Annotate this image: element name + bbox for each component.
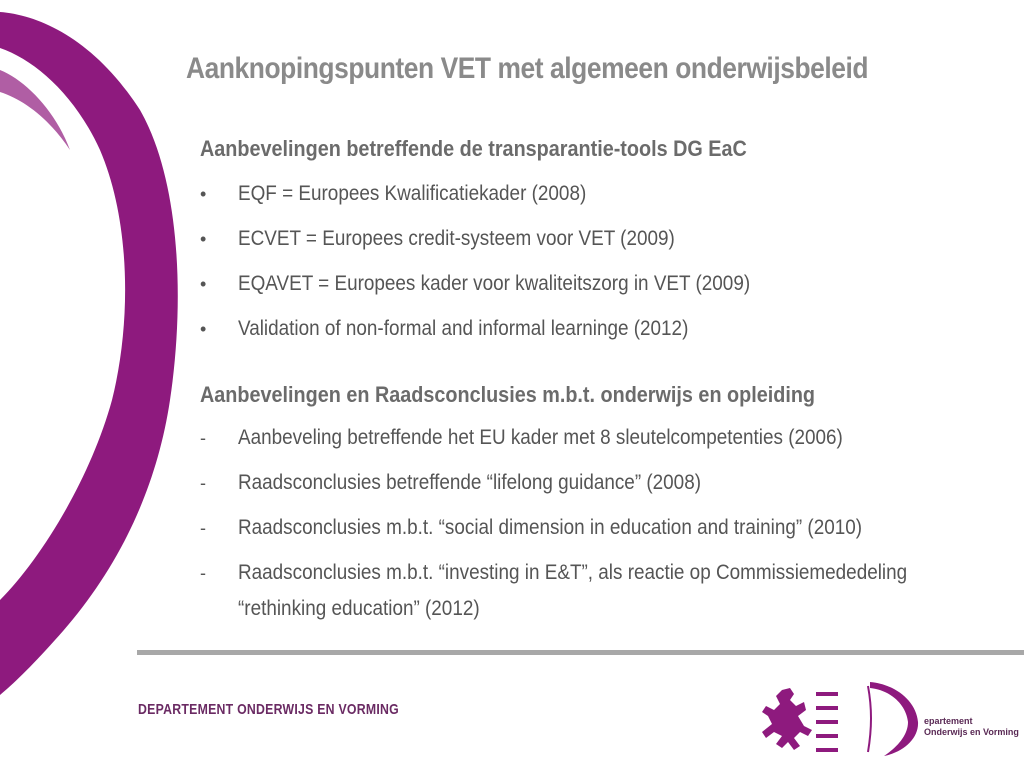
list-item: - Raadsconclusies m.b.t. “social dimension in education and training” (2010) — [200, 510, 1000, 555]
council-conclusions-list — [200, 420, 1000, 645]
list-item: • EQF = Europees Kwalificatiekader (2008) — [200, 176, 1000, 221]
list-item: • EQAVET = Europees kader voor kwaliteitszorg in VET (2009) — [200, 266, 1000, 311]
bullet-icon: • — [200, 184, 207, 204]
dash-icon: - — [200, 518, 206, 538]
footer-divider — [137, 650, 1024, 655]
list-item: • Validation of non-formal and informal learninge (2012) — [200, 311, 1000, 356]
logo-text-line2: Onderwijs en Vorming — [924, 727, 1019, 737]
transparency-tools-list — [200, 176, 1000, 356]
dash-icon: - — [200, 473, 206, 493]
section-heading-council-conclusions: Aanbevelingen en Raadsconclusies m.b.t. onderwijs en opleiding — [200, 382, 816, 407]
flemish-lion-logo — [760, 686, 840, 756]
list-item: - Raadsconclusies m.b.t. “investing in E&T”, als reactie op Commissiemededeling “rethinking education” (2012) — [200, 555, 1000, 645]
logo-wordmark — [924, 716, 1019, 738]
bullet-icon: • — [200, 319, 207, 339]
d-logo — [864, 678, 924, 758]
purple-swoosh-decoration — [0, 0, 200, 700]
department-name: DEPARTEMENT ONDERWIJS EN VORMING — [138, 701, 399, 718]
list-item: - Aanbeveling betreffende het EU kader met 8 sleutelcompetenties (2006) — [200, 420, 1000, 465]
dash-icon: - — [200, 563, 206, 583]
bullet-icon: • — [200, 274, 207, 294]
dash-icon: - — [200, 428, 206, 448]
section-heading-transparency-tools: Aanbevelingen betreffende de transparantie-tools DG EaC — [200, 136, 747, 161]
bullet-icon: • — [200, 229, 207, 249]
slide-content — [200, 136, 1000, 645]
slide-title: Aanknopingspunten VET met algemeen onderwijsbeleid — [186, 52, 869, 85]
list-item: - Raadsconclusies betreffende “lifelong guidance” (2008) — [200, 465, 1000, 510]
list-item: • ECVET = Europees credit-systeem voor VET (2009) — [200, 221, 1000, 266]
logo-text-line1: epartement — [924, 716, 973, 726]
